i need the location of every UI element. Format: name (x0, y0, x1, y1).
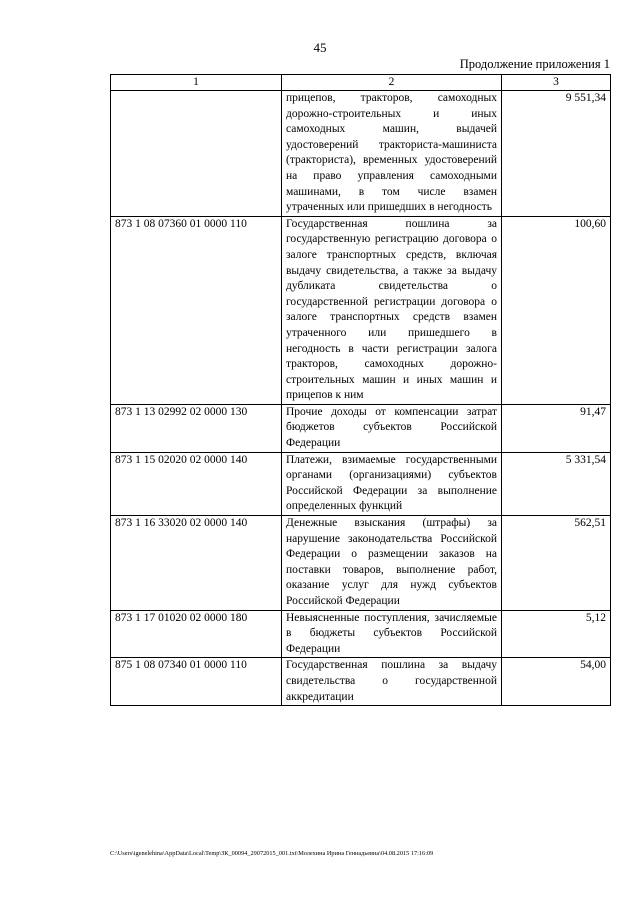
revenue-description: Государственная пошлина за выдачу свидетельства о государственной аккредитации (282, 658, 502, 706)
continuation-label: Продолжение приложения 1 (459, 57, 610, 71)
table-row (111, 658, 611, 706)
column-header-2: 2 (282, 75, 502, 91)
table-row (111, 516, 611, 611)
table-row (111, 610, 611, 658)
revenue-table (110, 74, 611, 706)
revenue-amount: 100,60 (502, 216, 611, 404)
revenue-description: Денежные взыскания (штрафы) за нарушение законодательства Российской Федерации о размещении заказов на поставки товаров, выполнение работ, оказание услуг для нужд субъектов Российской Федерации (282, 516, 502, 611)
revenue-description: Платежи, взимаемые государственными органами (организациями) субъектов Российской Федерации за выполнение определенных функций (282, 452, 502, 515)
revenue-amount: 562,51 (502, 516, 611, 611)
table-row (111, 452, 611, 515)
classification-code: 873 1 16 33020 02 0000 140 (111, 516, 282, 611)
classification-code: 873 1 17 01020 02 0000 180 (111, 610, 282, 658)
revenue-amount: 91,47 (502, 404, 611, 452)
classification-code: 873 1 08 07360 01 0000 110 (111, 216, 282, 404)
table-row (111, 91, 611, 217)
table-row (111, 404, 611, 452)
revenue-amount: 5 331,54 (502, 452, 611, 515)
table-row (111, 216, 611, 404)
revenue-amount: 5,12 (502, 610, 611, 658)
classification-code (111, 91, 282, 217)
table-header-row (111, 75, 611, 91)
revenue-description: Государственная пошлина за государственную регистрацию договора о залоге транспортных средств, включая выдачу свидетельства, а также за выдачу дубликата свидетельства о государственной регистрации договора о залоге транспортных средств взамен утраченного или пришедшего в негодность в части регистрации залога тракторов, самоходных дорожно-строительных машин и иных машин и прицепов к ним (282, 216, 502, 404)
classification-code: 873 1 15 02020 02 0000 140 (111, 452, 282, 515)
revenue-amount: 54,00 (502, 658, 611, 706)
revenue-description: Невыясненные поступления, зачисляемые в бюджеты субъектов Российской Федерации (282, 610, 502, 658)
file-path-footer: C:\Users\igenelehina\AppData\Local\Temp\ЗК_00094_29072015_001.txt\Молехина Ирина Геннадьевна\04.08.2015 17:16:09 (110, 850, 434, 857)
classification-code: 873 1 13 02992 02 0000 130 (111, 404, 282, 452)
revenue-description: Прочие доходы от компенсации затрат бюджетов субъектов Российской Федерации (282, 404, 502, 452)
revenue-description: прицепов, тракторов, самоходных дорожно-строительных и иных самоходных машин, выдачей удостоверений тракториста-машиниста (тракториста), временных удостоверений на право управления самоходными машинами, в том числе взамен утраченных или пришедших в негодность (282, 91, 502, 217)
page-number: 45 (313, 40, 327, 55)
revenue-amount: 9 551,34 (502, 91, 611, 217)
column-header-3: 3 (502, 75, 611, 91)
column-header-1: 1 (111, 75, 282, 91)
classification-code: 875 1 08 07340 01 0000 110 (111, 658, 282, 706)
